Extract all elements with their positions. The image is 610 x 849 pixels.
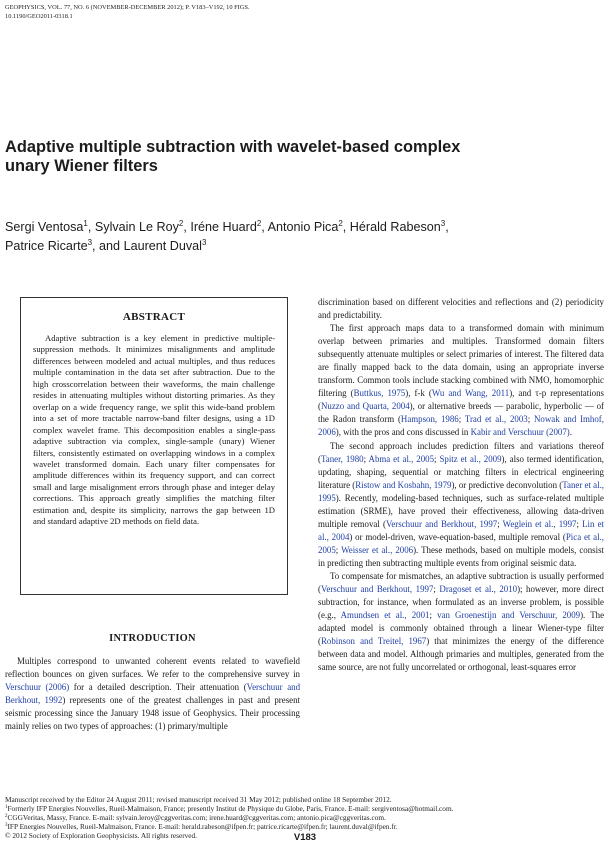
author-name: Patrice Ricarte xyxy=(5,239,88,253)
reference-link[interactable]: Dragoset et al., 2010 xyxy=(439,584,518,595)
reference-link[interactable]: Amundsen et al., 2001 xyxy=(340,610,430,621)
text-segment: To compensate for mismatches, an adaptive subtraction is usually performed ( xyxy=(318,570,604,595)
author xyxy=(124,239,207,253)
reference-link[interactable]: Taner et al., 1995 xyxy=(318,479,605,503)
author xyxy=(5,239,124,253)
reference-link[interactable]: Nuzzo and Quarta, 2004 xyxy=(320,401,410,412)
affiliation-text: CGGVeritas, Massy, France. E-mail: sylvain.leroy@cggveritas.com; irene.huard@cggveritas.com; antonio.pica@cggveritas.com. xyxy=(7,812,386,822)
reference-link[interactable]: Nowak and Imhof, 2006 xyxy=(318,414,604,438)
right-column xyxy=(318,296,604,674)
affiliation-mark: 3 xyxy=(440,219,446,228)
text-segment: ; xyxy=(434,453,440,464)
affiliation-text: IFP Energies Nouvelles, Rueil-Malmaison, France. E-mail: herald.rabeson@ifpen.fr; patrice.ricarte@ifpen.fr; laurent.duval@ifpen.fr. xyxy=(7,821,398,831)
paragraph xyxy=(318,570,604,674)
text-segment: ; xyxy=(576,518,583,529)
title-line-1: Adaptive multiple subtraction with wavelet-based complex xyxy=(5,138,461,156)
page-number: V183 xyxy=(293,832,317,843)
reference-link[interactable]: Trad et al., 2003 xyxy=(464,414,528,425)
text-segment: . xyxy=(569,427,572,438)
reference-link[interactable]: Pica et al., 2005 xyxy=(318,531,604,555)
text-segment: ). The adapted model is commonly obtained through a linear Wiener-type filter ( xyxy=(318,610,605,647)
text-segment: ; xyxy=(363,453,369,464)
reference-link[interactable]: Buttkus, 1975 xyxy=(353,388,406,399)
introduction-heading: INTRODUCTION xyxy=(109,633,196,644)
author-separator: , xyxy=(342,220,350,234)
manuscript-history: Manuscript received by the Editor 24 August 2011; revised manuscript received 31 May 2012; published online 18 September 2012. xyxy=(5,795,392,804)
text-segment: ), also termed identification, updating, shaping, sequential or matching filters in electrical engineering literature ( xyxy=(318,453,605,490)
reference-link[interactable]: Kabir and Verschuur (2007) xyxy=(470,427,570,438)
journal-citation: GEOPHYSICS, VOL. 77, NO. 6 (NOVEMBER-DECEMBER 2012); P. V183–V192, 10 FIGS. xyxy=(5,4,250,11)
left-column xyxy=(5,655,300,733)
reference-link[interactable]: Lin et al., 2004 xyxy=(318,518,604,542)
reference-link[interactable]: Robinson and Treitel, 1967 xyxy=(320,636,427,647)
affiliation-mark: 1 xyxy=(5,804,8,810)
author-separator: , xyxy=(445,220,449,234)
author-name: Antonio Pica xyxy=(267,220,339,234)
text-segment: ; xyxy=(335,544,342,555)
abstract-heading: ABSTRACT xyxy=(122,311,186,323)
text-segment: ; xyxy=(433,584,440,595)
author-name: Iréne Huard xyxy=(190,220,257,234)
abstract-text: Adaptive subtraction is a key element in predictive multiple-suppression methods. It minimizes misalignments and amplitude differences between modeled and actual multiples, and thus reduces multiple contamination in the data set after subtraction. Due to the high crosscorrelation between their waveforms, the main challenge resides in attenuating multiples without distorting primaries. As they overlap on a wide frequency range, we split this wide-band problem into a set of more tractable narrow-band filter designs, using a 1D complex wavelet frame. This decomposition enables a single-pass adaptive subtraction via complex, single-sample (unary) Wiener filters, consistently estimated on overlapping windows in a complex wavelet transformed domain. Each unary filter compensates for amplitude differences within its frequency support, and can correct small and large misalignment errors through phase and integer delay corrections. This approach greatly simplifies the matching filter estimation and, despite its simplicity, narrows the gap between 1D and standard adaptive 2D methods on field data. xyxy=(33,333,275,527)
text-segment: ; xyxy=(527,414,534,425)
reference-link[interactable]: Hampson, 1986 xyxy=(400,414,459,425)
author xyxy=(5,220,95,234)
author-name: Laurent Duval xyxy=(123,239,202,253)
author-separator: , xyxy=(261,220,268,234)
author-separator: , and xyxy=(92,239,124,253)
author xyxy=(268,220,350,234)
affiliation-mark: 2 xyxy=(5,813,8,819)
author-list xyxy=(5,218,595,256)
affiliation-mark: 2 xyxy=(338,219,343,228)
journal-header xyxy=(5,4,250,21)
paragraph xyxy=(318,440,604,570)
affiliation-mark: 2 xyxy=(178,219,184,228)
author-separator: , xyxy=(87,220,95,234)
text-segment: ), or alternative breeds — parabolic, hyperbolic — of the Radon transform ( xyxy=(318,401,605,425)
reference-link[interactable]: Weisser et al., 2006 xyxy=(341,544,414,555)
reference-link[interactable]: van Groenestijn and Verschuur, 2009 xyxy=(437,610,581,621)
doi: 10.1190/GEO2011-0318.1 xyxy=(5,12,73,20)
reference-link[interactable]: Verschuur and Berkhout, 1997 xyxy=(320,584,434,595)
text-segment: ), and τ-p representations ( xyxy=(318,388,604,412)
text-segment: ) that minimizes the energy of the difference between data and model. Although primaries and multiples, generated from the same source, are not fully uncorrelated or orthogonal, least-squares error xyxy=(318,636,604,673)
reference-link[interactable]: Wu and Wang, 2011 xyxy=(431,388,510,399)
text-segment: ) represents one of the greatest challenges in past and present seismic processing since the January 1948 issue of Geophysics. Their processing mainly relies on two types of approaches: (1) primary/multiple xyxy=(5,695,300,732)
author-name: Sylvain Le Roy xyxy=(94,220,179,234)
affiliation-text: Formerly IFP Energies Nouvelles, Rueil-Malmaison, France; presently Institut de Physique du Globe, Paris, France. E-mail: sergiventosa@hotmail.com. xyxy=(7,803,454,813)
text-segment: ; xyxy=(458,414,465,425)
reference-link[interactable]: Abma et al., 2005 xyxy=(368,453,435,464)
text-segment: ), with the pros and cons discussed in xyxy=(335,427,471,438)
text-segment: ). These methods, based on multiple models, consist in predicting then subtracting multiple events from original seismic data. xyxy=(318,544,604,568)
text-segment: ; xyxy=(497,518,503,529)
author xyxy=(190,220,267,234)
reference-link[interactable]: Weglein et al., 1997 xyxy=(502,518,577,529)
text-segment: ); however, more direct subtraction, for instance, when formulated as an inverse problem, is possible (e.g., xyxy=(318,584,605,621)
text-segment: The second approach includes prediction filters and variations thereof ( xyxy=(318,440,604,464)
author xyxy=(350,220,449,234)
paper-title xyxy=(5,138,565,176)
abstract-box xyxy=(20,297,288,595)
author-separator: , xyxy=(183,220,191,234)
text-segment: ). Recently, modeling-based techniques, such as surface-related multiple estimation (SRME), have proved their effectiveness, allowing data-driven multiple removal ( xyxy=(318,492,604,529)
paragraph xyxy=(318,296,604,322)
author xyxy=(95,220,190,234)
reference-link[interactable]: Ristow and Kosbahn, 1979 xyxy=(355,479,452,490)
reference-link[interactable]: Verschuur (2006) xyxy=(5,682,70,693)
reference-link[interactable]: Verschuur and Berkhout, 1997 xyxy=(385,518,498,529)
text-segment: Multiples correspond to unwanted coherent events related to wavefield reflection bounces on given surfaces. We refer to the comprehensive survey in xyxy=(5,656,300,680)
affiliation-mark: 3 xyxy=(201,238,207,247)
text-segment: ), or predictive deconvolution ( xyxy=(451,479,563,490)
reference-link[interactable]: Verschuur and Berkhout, 1992 xyxy=(5,682,301,706)
author-name: Hérald Rabeson xyxy=(349,220,441,234)
author-name: Sergi Ventosa xyxy=(5,220,84,234)
text-segment: discrimination based on different velocities and reflections and (2) periodicity and predictability. xyxy=(318,297,604,321)
reference-link[interactable]: Spitz et al., 2009 xyxy=(439,453,502,464)
affiliation-mark: 3 xyxy=(87,238,93,247)
text-segment: The first approach maps data to a transformed domain with minimum overlap between primaries and multiples. Transformed domain filters subsequently attenuate multiples or select primaries of interest. The filtered data are finally mapped back to the data domain, using an appropriate inverse transform. Common tools include stacking combined with NMO, homomorphic filtering ( xyxy=(318,323,604,399)
affiliation-mark: 2 xyxy=(256,219,262,228)
text-segment: for a detailed description. Their attenuation ( xyxy=(69,682,247,693)
reference-link[interactable]: Taner, 1980 xyxy=(320,453,364,464)
text-segment: ), f-k ( xyxy=(405,388,432,399)
affiliation-mark: 1 xyxy=(83,219,88,228)
copyright-notice: © 2012 Society of Exploration Geophysicists. All rights reserved. xyxy=(5,830,197,840)
paragraph xyxy=(5,655,300,733)
paragraph xyxy=(318,322,604,439)
text-segment: ; xyxy=(429,610,438,621)
text-segment: ) or model-driven, wave-equation-based, multiple removal ( xyxy=(349,531,566,542)
title-line-2: unary Wiener filters xyxy=(5,157,158,175)
affiliation-mark: 3 xyxy=(5,822,8,828)
